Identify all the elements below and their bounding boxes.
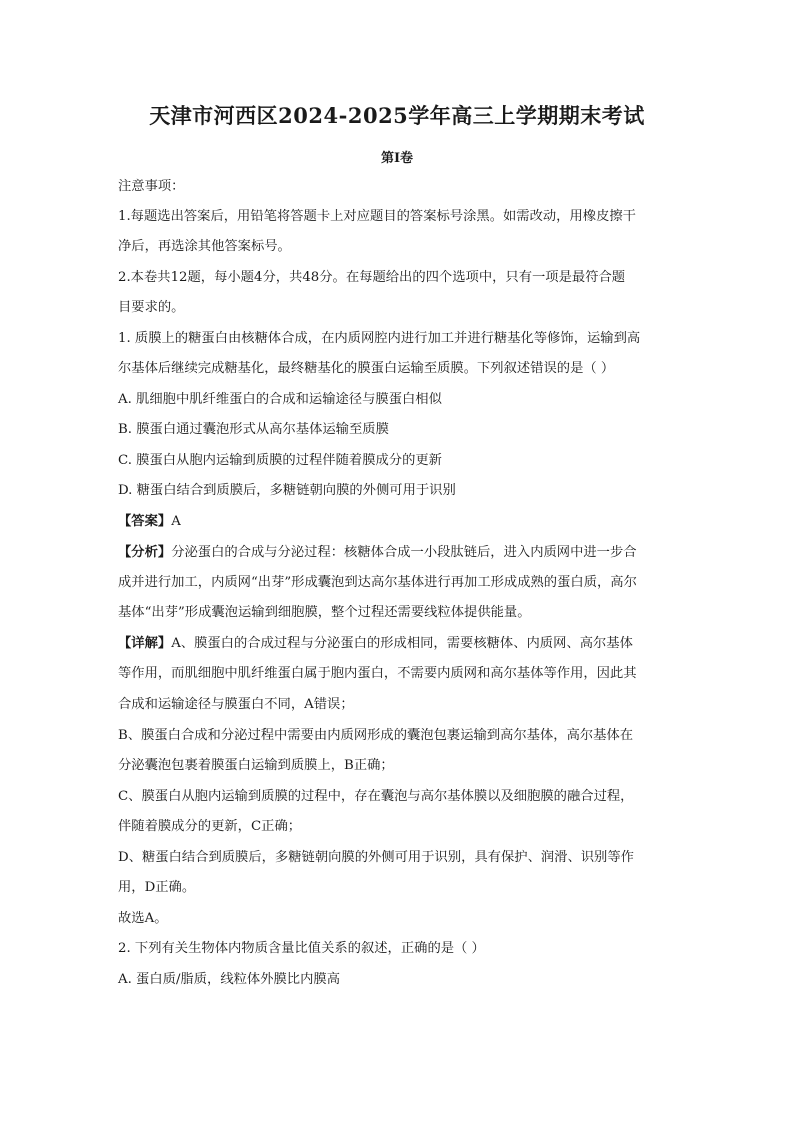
q1-stem-line-2: 尔基体后继续完成糖基化，最终糖基化的膜蛋白运输至质膜。下列叙述错误的是（ ） — [118, 361, 615, 376]
q1-detail-d-line-1: D、糖蛋白结合到质膜后，多糖链朝向膜的外侧可用于识别，具有保护、润滑、识别等作 — [118, 850, 634, 865]
q1-detail-c-line-1: C、膜蛋白从胞内运输到质膜的过程中，存在囊泡与高尔基体膜以及细胞膜的融合过程， — [118, 789, 634, 804]
q1-analysis-line-3: 基体“出芽”形成囊泡运输到细胞膜，整个过程还需要线粒体提供能量。 — [118, 605, 531, 620]
answer-label: 【答案】 — [118, 514, 172, 529]
q1-analysis-line-2: 成并进行加工，内质网“出芽”形成囊泡到达高尔基体进行再加工形成成熟的蛋白质，高尔 — [118, 575, 637, 590]
q1-option-a: A. 肌细胞中肌纤维蛋白的合成和运输途径与膜蛋白相似 — [118, 392, 442, 407]
q1-option-b: B. 膜蛋白通过囊泡形式从高尔基体运输至质膜 — [118, 422, 389, 437]
detail-label: 【详解】 — [118, 636, 172, 651]
q1-conclusion: 故选A。 — [118, 911, 168, 926]
notice-item-1-line-1: 1.每题选出答案后，用铅笔将答题卡上对应题目的答案标号涂黑。如需改动，用橡皮擦干 — [118, 209, 636, 224]
q1-detail-c-line-2: 伴随着膜成分的更新，C正确； — [118, 819, 302, 834]
section-subtitle: 第I卷 — [380, 151, 414, 166]
q2-stem: 2. 下列有关生物体内物质含量比值关系的叙述，正确的是（ ） — [118, 941, 485, 956]
notice-heading: 注意事项： — [118, 179, 185, 194]
detail-text: A、膜蛋白的合成过程与分泌蛋白的形成相同，需要核糖体、内质网、高尔基体 — [171, 636, 633, 651]
q2-option-a: A. 蛋白质/脂质，线粒体外膜比内膜高 — [118, 972, 340, 987]
q1-detail-a-line-3: 合成和运输途径与膜蛋白不同，A错误； — [118, 697, 354, 712]
q1-detail-a-line-1 — [118, 635, 678, 653]
q1-analysis-line-1 — [118, 544, 678, 562]
q1-option-d: D. 糖蛋白结合到质膜后，多糖链朝向膜的外侧可用于识别 — [118, 483, 456, 498]
q1-answer — [118, 513, 678, 531]
q1-option-c: C. 膜蛋白从胞内运输到质膜的过程伴随着膜成分的更新 — [118, 453, 442, 468]
notice-item-1-line-2: 净后，再选涂其他答案标号。 — [118, 239, 291, 254]
notice-item-2-line-1: 2.本卷共12题，每小题4分，共48分。在每题给出的四个选项中，只有一项是最符合题 — [118, 270, 626, 285]
analysis-text: 分泌蛋白的合成与分泌过程：核糖体合成一小段肽链后，进入内质网中进一步合 — [171, 545, 637, 560]
q1-detail-d-line-2: 用，D正确。 — [118, 880, 196, 895]
analysis-label: 【分析】 — [118, 545, 172, 560]
q1-detail-a-line-2: 等作用，而肌细胞中肌纤维蛋白属于胞内蛋白，不需要内质网和高尔基体等作用，因此其 — [118, 666, 637, 681]
answer-value: A — [171, 514, 181, 529]
notice-item-2-line-2: 目要求的。 — [118, 300, 185, 315]
page-title: 天津市河西区2024-2025学年高三上学期期末考试 — [149, 103, 645, 128]
q1-detail-b-line-1: B、膜蛋白合成和分泌过程中需要由内质网形成的囊泡包裹运输到高尔基体，高尔基体在 — [118, 728, 634, 743]
q1-detail-b-line-2: 分泌囊泡包裹着膜蛋白运输到质膜上，B正确； — [118, 758, 394, 773]
q1-stem-line-1: 1. 质膜上的糖蛋白由核糖体合成，在内质网腔内进行加工并进行糖基化等修饰，运输到高 — [118, 331, 641, 346]
